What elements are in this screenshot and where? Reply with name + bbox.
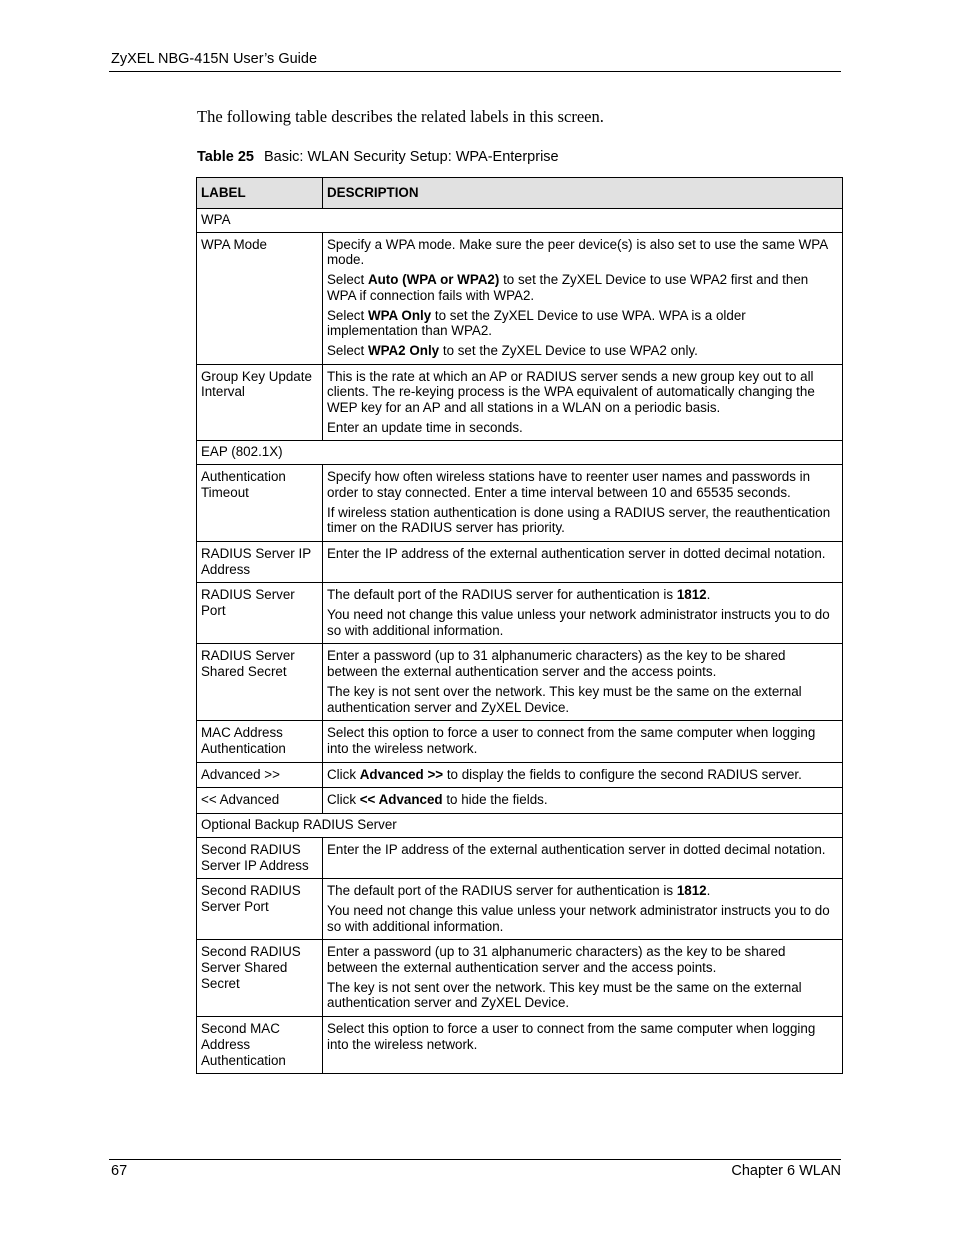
bold-term: Advanced >> [359,766,444,782]
table-row [197,541,843,582]
label-description-table [196,177,843,1074]
table-row [197,644,843,721]
row-label: RADIUS Server Shared Secret [197,644,323,721]
bold-term: 1812 [676,883,707,899]
row-description [323,644,843,721]
row-description [323,837,843,878]
page-number: 67 [111,1163,128,1179]
table-caption [197,149,559,165]
bold-term: Auto (WPA or WPA2) [367,272,500,288]
table-row [197,837,843,878]
table-section-row [197,814,843,838]
description-column-header: DESCRIPTION [323,178,843,209]
row-description [323,583,843,644]
description-paragraph: Click Advanced >> to display the fields to configure the second RADIUS server. [327,766,802,782]
row-label: WPA Mode [197,232,323,364]
row-label: Second RADIUS Server IP Address [197,837,323,878]
row-description [323,721,843,762]
bold-term: WPA2 Only [367,342,440,358]
description-paragraph: This is the rate at which an AP or RADIUS server sends a new group key out to all clients. The re-keying process is the WPA equivalent of automatically changing the WEP key for an AP and all stations in a WLAN on a periodic basis. [327,368,815,416]
description-paragraph: Select this option to force a user to connect from the same computer when logging into the wireless network. [327,725,816,756]
row-label: Second RADIUS Server Shared Secret [197,940,323,1017]
description-paragraph: If wireless station authentication is done using a RADIUS server, the reauthentication timer on the RADIUS server has priority. [327,504,831,536]
row-description [323,940,843,1017]
label-column-header: LABEL [197,178,323,209]
description-paragraph: Enter a password (up to 31 alphanumeric characters) as the key to be shared between the external authentication server and the access points. [327,944,786,976]
row-label: Second RADIUS Server Port [197,879,323,940]
table-row [197,762,843,788]
row-description [323,788,843,814]
running-header-title: ZyXEL NBG-415N User’s Guide [111,51,318,67]
section-label: Optional Backup RADIUS Server [197,814,843,838]
chapter-title: Chapter 6 WLAN [731,1163,841,1179]
row-description [323,541,843,582]
table-row [197,721,843,762]
description-paragraph: You need not change this value unless your network administrator instructs you to do so with additional information. [327,607,830,638]
bold-term: << Advanced [359,792,443,808]
intro-paragraph: The following table describes the related labels in this screen. [197,107,604,126]
row-label: MAC Address Authentication [197,721,323,762]
description-paragraph: The default port of the RADIUS server for authentication is 1812. [327,883,711,899]
description-paragraph: You need not change this value unless your network administrator instructs you to do so with additional information. [327,902,830,934]
section-label: WPA [197,209,843,233]
table-header-row [197,178,843,209]
row-description [323,232,843,364]
bold-term: WPA Only [367,307,432,323]
description-paragraph: Enter the IP address of the external authentication server in dotted decimal notation. [327,841,826,857]
bold-term: 1812 [676,587,707,603]
footer-rule [109,1159,841,1160]
table-row [197,788,843,814]
row-label: RADIUS Server Port [197,583,323,644]
row-label: << Advanced [197,788,323,814]
table-row [197,465,843,542]
table-section-row [197,441,843,465]
row-description [323,879,843,940]
description-paragraph: The default port of the RADIUS server for authentication is 1812. [327,587,711,603]
row-label: Group Key Update Interval [197,364,323,441]
table-section-row [197,209,843,233]
row-label: Second MAC Address Authentication [197,1017,323,1074]
description-paragraph: Enter an update time in seconds. [327,419,523,435]
description-paragraph: Enter a password (up to 31 alphanumeric characters) as the key to be shared between the external authentication server and the access points. [327,648,786,680]
description-paragraph: The key is not sent over the network. This key must be the same on the external authentication server and ZyXEL Device. [327,979,802,1011]
table-row [197,879,843,940]
table-number: Table 25 [197,149,254,165]
table-row [197,1017,843,1074]
description-paragraph: Select WPA2 Only to set the ZyXEL Device to use WPA2 only. [327,342,698,358]
row-description [323,364,843,441]
row-description [323,1017,843,1074]
description-paragraph: Enter the IP address of the external authentication server in dotted decimal notation. [327,545,826,561]
description-paragraph: Select this option to force a user to connect from the same computer when logging into the wireless network. [327,1021,816,1052]
row-label: Authentication Timeout [197,465,323,542]
description-paragraph: Specify how often wireless stations have to reenter user names and passwords in order to stay connected. Enter a time interval between 10 and 65535 seconds. [327,469,811,500]
description-paragraph: Specify a WPA mode. Make sure the peer device(s) is also set to use the same WPA mode. [327,236,828,268]
table-title: Basic: WLAN Security Setup: WPA-Enterprise [263,149,559,165]
description-paragraph: Select Auto (WPA or WPA2) to set the ZyXEL Device to use WPA2 first and then WPA if connection fails with WPA2. [327,272,809,303]
description-paragraph: Select WPA Only to set the ZyXEL Device to use WPA. WPA is a older implementation than WPA2. [327,307,746,339]
table-row [197,232,843,364]
row-description [323,465,843,542]
description-paragraph: The key is not sent over the network. This key must be the same on the external authentication server and ZyXEL Device. [327,683,802,715]
header-rule [109,71,841,72]
table-row [197,583,843,644]
table-body [197,209,843,1074]
row-label: RADIUS Server IP Address [197,541,323,582]
table-row [197,940,843,1017]
description-paragraph: Click << Advanced to hide the fields. [327,792,548,808]
section-label: EAP (802.1X) [197,441,843,465]
row-description [323,762,843,788]
table-row [197,364,843,441]
row-label: Advanced >> [197,762,323,788]
